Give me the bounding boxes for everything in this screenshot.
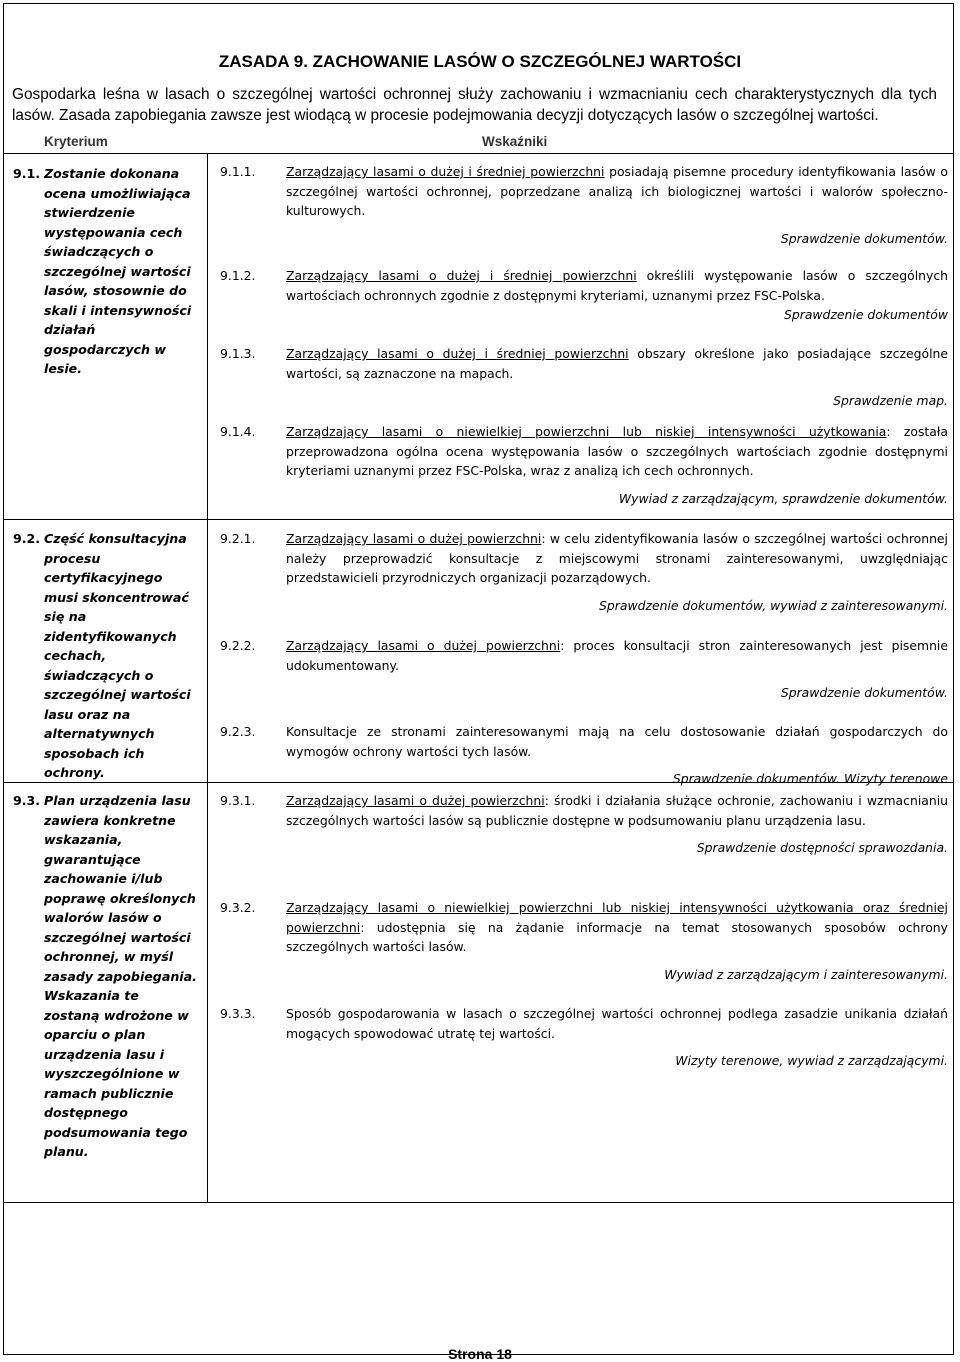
- indicator-text: [286, 898, 948, 957]
- indicator-scope: Zarządzający lasami o dużej powierzchni: [286, 638, 561, 653]
- verification-method: Sprawdzenie dokumentów, wywiad z zainteresowanymi.: [599, 597, 948, 613]
- verification-method: Sprawdzenie dokumentów: [784, 307, 948, 322]
- verification-method: Wizyty terenowe, wywiad z zarządzającymi.: [675, 1053, 948, 1068]
- indicator-description: : w celu zidentyfikowania lasów o szczególnej wartości ochronnej należy przeprowadzić konsultacje z miejscowymi stronami zainteresowanymi, uwzględniając przedstawicieli przyrodniczych organizacji pozarządowych.: [286, 531, 948, 585]
- indicator-number: 9.2.1.: [220, 531, 256, 546]
- table-divider: [3, 1202, 954, 1203]
- indicator-number: 9.3.2.: [220, 900, 256, 915]
- criterion-text: Zostanie dokonana ocena umożliwiająca stwierdzenie występowania cech świadczących o szczególnej wartości lasów, stosownie do skali i intensywności działań gospodarczych w lesie.: [44, 166, 192, 376]
- verification-method: Sprawdzenie dokumentów. Wizyty terenowe: [672, 771, 948, 786]
- indicator-number: 9.3.3.: [220, 1006, 256, 1021]
- indicator-text: [286, 162, 948, 221]
- column-divider: [207, 153, 208, 1202]
- indicator-text: [286, 722, 948, 761]
- criterion-9-1: [13, 164, 198, 379]
- criterion-text: Część konsultacyjna procesu certyfikacyjnego musi skoncentrować się na zidentyfikowanych cechach, świadczących o szczególnej wartości lasu oraz na alternatywnych sposobach ich ochrony.: [44, 531, 191, 780]
- indicator-description: : udostępnia się na żądanie informacje na temat stosowanych sposobów ochrony szczególnych wartości lasów.: [286, 919, 948, 954]
- indicator-text: [286, 791, 948, 830]
- indicator-number: 9.2.2.: [220, 638, 256, 653]
- table-divider: [3, 153, 954, 154]
- indicator-scope: Zarządzający lasami o dużej powierzchni: [286, 793, 545, 808]
- indicator-scope: Zarządzający lasami o niewielkiej powierzchni lub niskiej intensywności użytkowania oraz średniej powierzchni: [286, 900, 948, 935]
- header-indicators: Wskaźniki: [482, 134, 548, 149]
- verification-method: Sprawdzenie dokumentów.: [780, 230, 948, 246]
- indicator-9-1-1: [220, 162, 948, 248]
- header-criterion: Kryterium: [44, 134, 108, 149]
- criterion-number: 9.1.: [13, 166, 41, 181]
- criterion-text: Plan urządzenia lasu zawiera konkretne wskazania, gwarantujące zachowanie i/lub poprawę określonych walorów lasów o szczególnej wartości ochronnej, w myśl zasady zapobiegania. Wskazania te zostaną wdrożone w oparciu o plan urządzenia lasu i wyszczególnione w ramach publicznie dostępnego podsumowania tego planu.: [44, 793, 197, 1159]
- indicator-9-1-4: [220, 422, 948, 508]
- indicator-text: [286, 266, 948, 305]
- indicator-9-2-1: [220, 529, 948, 615]
- indicator-9-2-3: [220, 722, 948, 789]
- indicator-description: Sposób gospodarowania w lasach o szczególnej wartości ochronnej podlega zasadzie unikania działań mogących spowodować utratę tej wartości.: [286, 1006, 948, 1041]
- verification-method: Wywiad z zarządzającym, sprawdzenie dokumentów.: [618, 490, 948, 506]
- indicator-9-3-1: [220, 791, 948, 858]
- indicator-scope: Zarządzający lasami o dużej i średniej powierzchni: [286, 164, 605, 179]
- table-divider: [3, 519, 954, 520]
- criterion-9-3: [13, 791, 198, 1162]
- principle-title: ZASADA 9. ZACHOWANIE LASÓW O SZCZEGÓLNEJ WARTOŚCI: [218, 52, 742, 71]
- indicator-description: posiadają pisemne procedury identyfikowania lasów o szczególnej wartości ochronnej, poprzedzane analizą ich biologicznej wartości i walorów społeczno-kulturowych.: [286, 164, 948, 218]
- verification-method: Sprawdzenie dokumentów.: [780, 685, 948, 700]
- verification-method: Wywiad z zarządzającym i zainteresowanymi.: [664, 966, 948, 982]
- indicator-scope: Zarządzający lasami o dużej powierzchni: [286, 531, 542, 546]
- indicator-text: [286, 529, 948, 588]
- indicator-9-1-2: [220, 266, 948, 325]
- indicator-text: [286, 636, 948, 675]
- indicator-description: : została przeprowadzona ogólna ocena występowania lasów o szczególnych wartościach zgodnie dostępnymi kryteriami uznanymi przez FSC-Polska, wraz z analizą ich cech ochronnych.: [286, 424, 948, 478]
- indicator-9-1-3: [220, 344, 948, 411]
- indicator-scope: Zarządzający lasami o dużej i średniej powierzchni: [286, 346, 629, 361]
- indicator-description: : środki i działania służące ochronie, zachowaniu i wzmacnianiu szczególnych wartości lasów są publicznie dostępne w podsumowaniu planu urządzenia lasu.: [286, 793, 949, 828]
- indicator-description: : proces konsultacji stron zainteresowanych jest pisemnie udokumentowany.: [286, 638, 948, 673]
- indicator-number: 9.1.2.: [220, 268, 256, 283]
- indicator-description: Konsultacje ze stronami zainteresowanymi mają na celu dostosowanie działań gospodarczych do wymogów ochrony wartości tych lasów.: [286, 724, 948, 759]
- criterion-number: 9.2.: [13, 531, 41, 546]
- indicator-text: [286, 422, 948, 481]
- criterion-number: 9.3.: [13, 793, 41, 808]
- criterion-9-2: [13, 529, 198, 783]
- indicator-9-3-3: [220, 1004, 948, 1071]
- indicator-number: 9.1.1.: [220, 164, 256, 179]
- indicator-description: określili występowanie lasów o szczególnych wartościach ochronnych zgodnie z dostępnymi kryteriami, uznanymi przez FSC-Polska.: [286, 268, 948, 303]
- indicator-9-3-2: [220, 898, 948, 984]
- indicator-scope: Zarządzający lasami o dużej i średniej powierzchni: [286, 268, 637, 283]
- indicator-number: 9.1.3.: [220, 346, 256, 361]
- indicator-number: 9.3.1.: [220, 793, 256, 808]
- indicator-number: 9.2.3.: [220, 724, 256, 739]
- indicator-9-2-2: [220, 636, 948, 703]
- verification-method: Sprawdzenie dostępności sprawozdania.: [696, 840, 948, 855]
- verification-method: Sprawdzenie map.: [833, 393, 948, 408]
- indicator-scope: Zarządzający lasami o niewielkiej powierzchni lub niskiej intensywności użytkowania: [286, 424, 887, 439]
- indicator-description: obszary określone jako posiadające szczególne wartości, są zaznaczone na mapach.: [286, 346, 948, 381]
- indicator-text: [286, 1004, 948, 1043]
- indicator-number: 9.1.4.: [220, 424, 256, 439]
- indicator-text: [286, 344, 948, 383]
- page-number: Strona 18: [448, 1346, 512, 1362]
- principle-intro: Gospodarka leśna w lasach o szczególnej wartości ochronnej służy zachowaniu i wzmacnianiu cech charakterystycznych dla tych lasów. Zasada zapobiegania zawsze jest wiodącą w procesie podejmowania decyzji dotyczących lasów o szczególnej wartości.: [12, 86, 937, 124]
